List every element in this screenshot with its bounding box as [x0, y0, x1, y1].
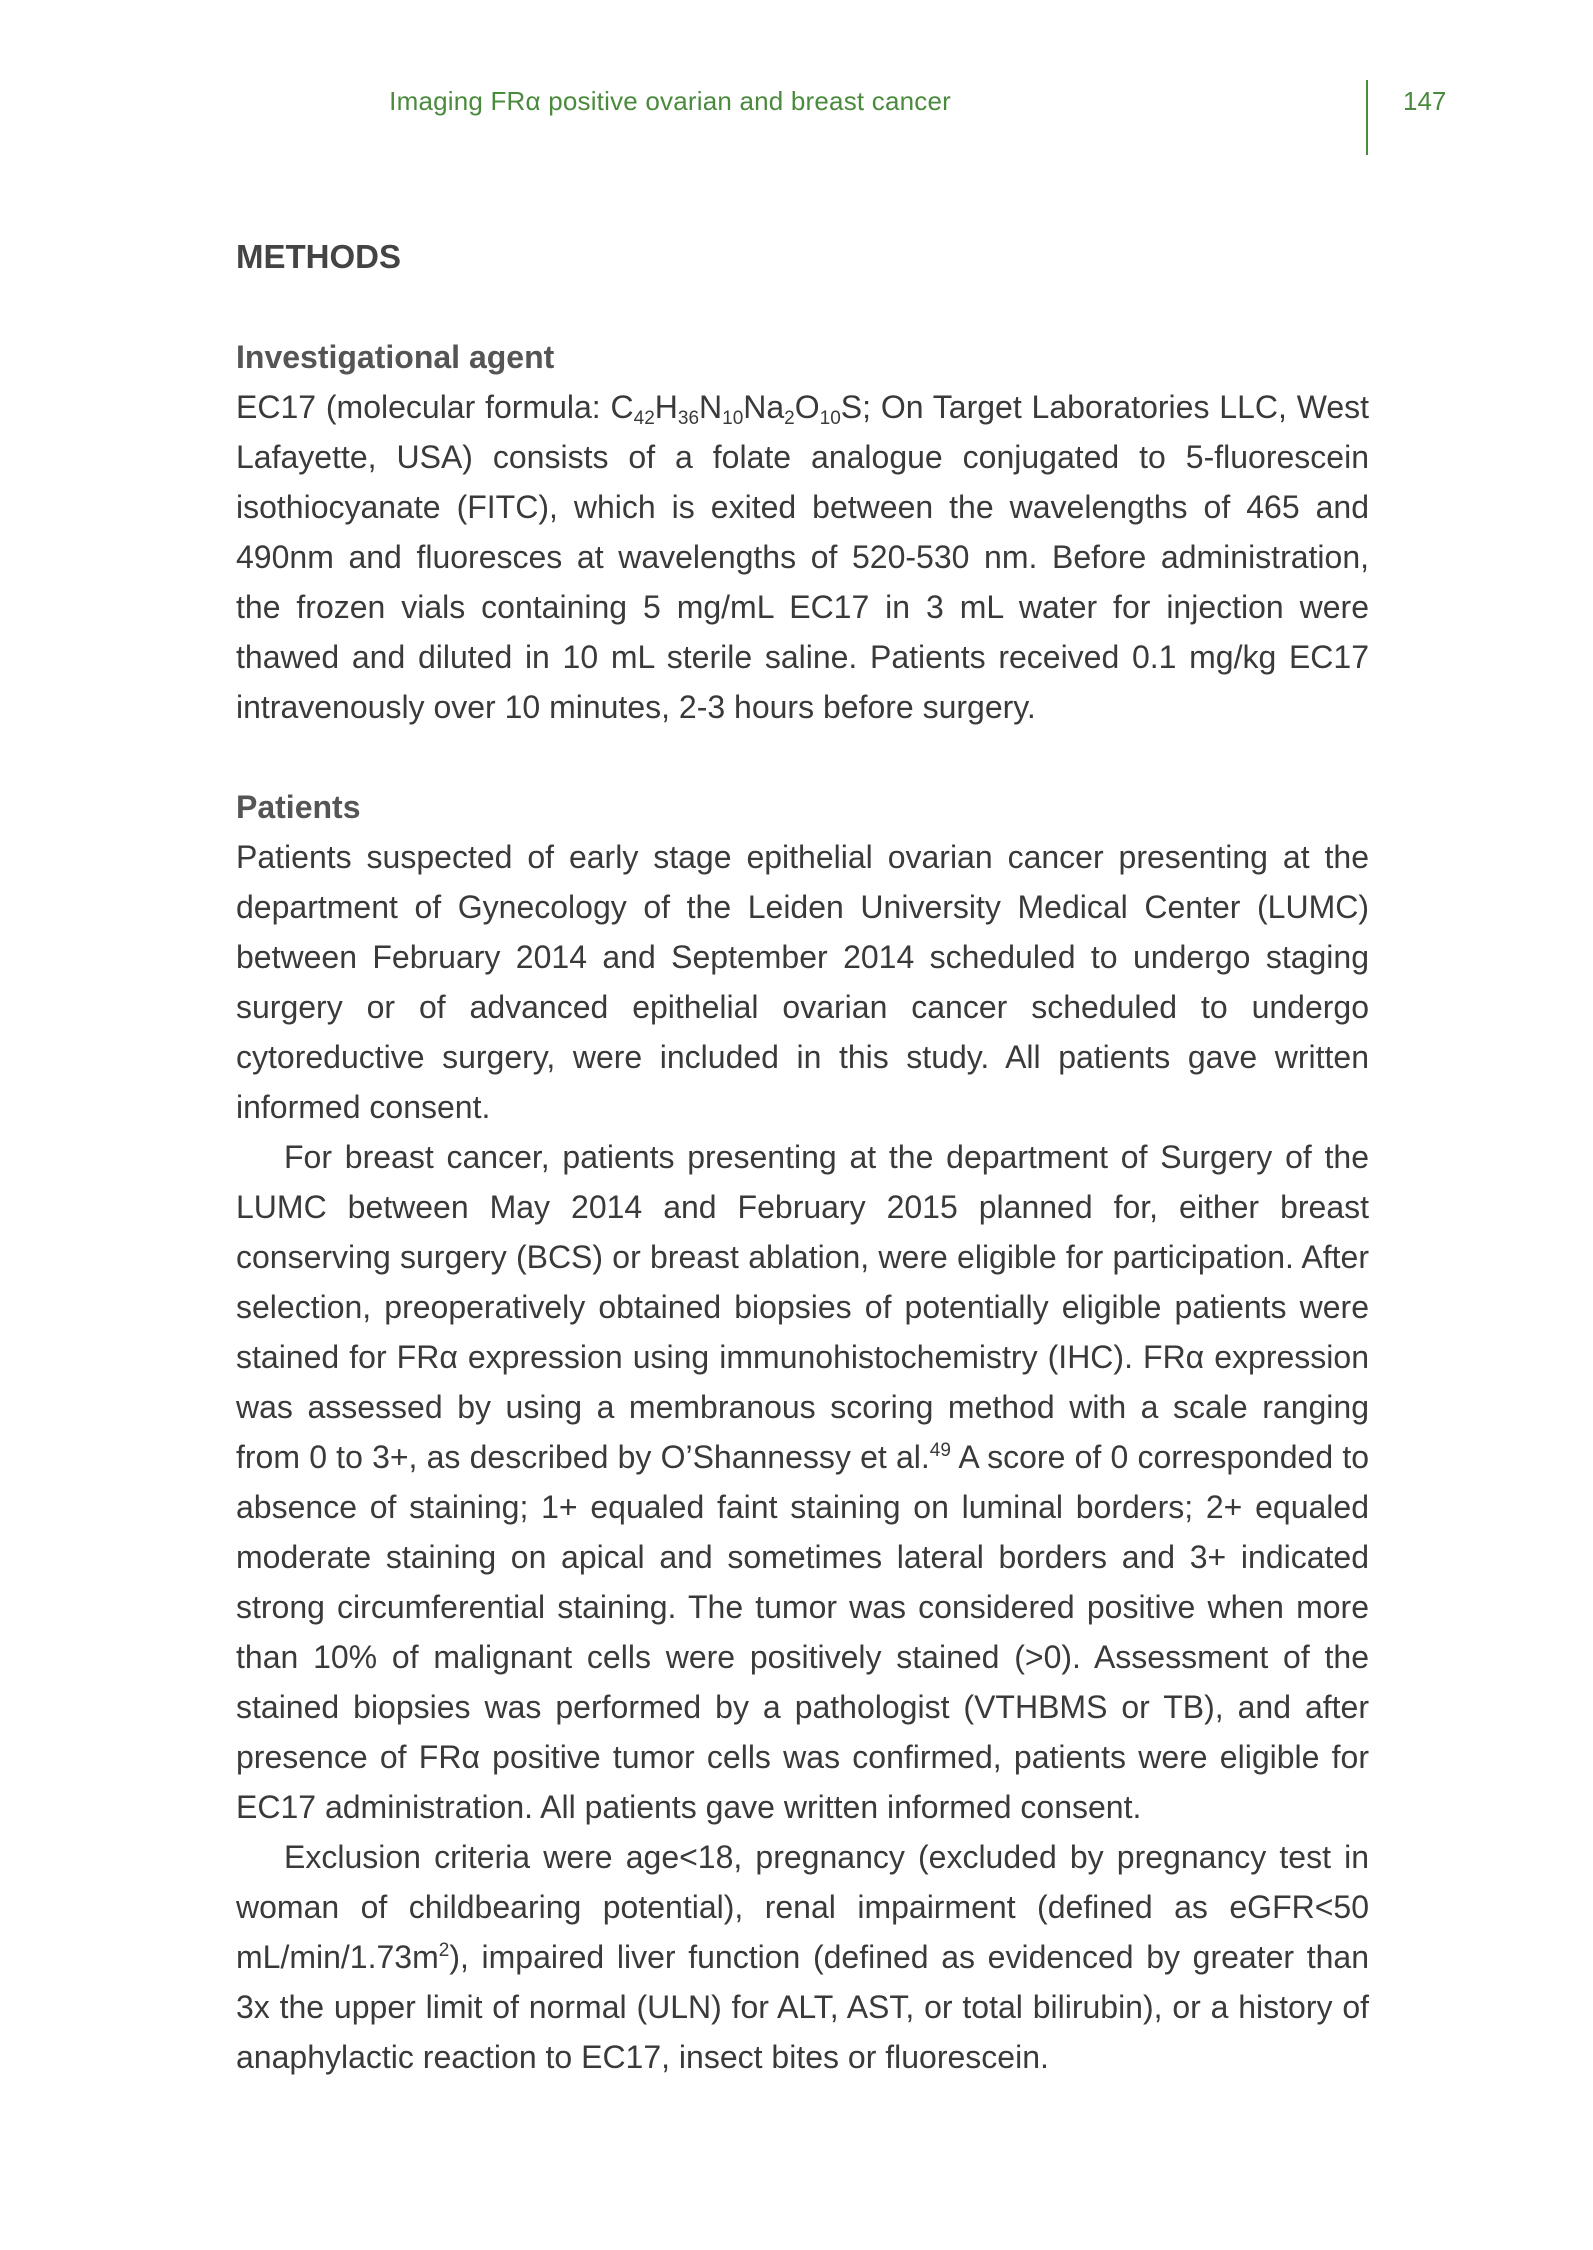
- paragraph-text: ), impaired liver function (defined as evidenced by greater than 3x the upper limit of normal (ULN) for ALT, AST, or total bilirubin), or a history of anaphylactic reaction to EC17, insect bites or fluorescein.: [236, 1939, 1369, 2075]
- formula-subscript: 42: [633, 408, 655, 429]
- header-divider: [1366, 80, 1368, 155]
- paragraph-patients-breast: [236, 1132, 1369, 1832]
- page-number: 147: [1403, 86, 1447, 116]
- formula-subscript: 36: [677, 408, 700, 429]
- formula-subscript: 10: [819, 408, 841, 429]
- formula-part: H: [654, 389, 678, 425]
- paragraph-investigational-agent: [236, 382, 1369, 732]
- formula-intro: EC17 (molecular formula: C: [236, 389, 634, 425]
- running-header-title: Imaging FRα positive ovarian and breast cancer: [389, 86, 951, 116]
- paragraph-text: A score of 0 corresponded to absence of staining; 1+ equaled faint staining on luminal borders; 2+ equaled moderate staining on apical and sometimes lateral borders and 3+ indicated strong circumferential staining. The tumor was considered positive when more than 10% of malignant cells were positively stained (>0). Assessment of the stained biopsies was performed by a pathologist (VTHBMS or TB), and after presence of FRα positive tumor cells was confirmed, patients were eligible for EC17 administration. All patients gave written informed consent.: [236, 1439, 1370, 1825]
- formula-subscript: 2: [784, 408, 795, 429]
- section-title: METHODS: [236, 238, 401, 275]
- main-content: [236, 232, 1369, 2082]
- formula-part: Na: [743, 389, 785, 425]
- paragraph-text: For breast cancer, patients presenting at the department of Surgery of the LUMC between May 2014 and February 2015 planned for, either breast conserving surgery (BCS) or breast ablation, were eligible for participation. After selection, preoperatively obtained biopsies of potentially eligible patients were stained for FRα expression using immunohistochemistry (IHC). FRα expression was assessed by using a membranous scoring method with a scale ranging from 0 to 3+, as described by O’Shannessy et al.: [236, 1139, 1369, 1475]
- unit-superscript: 2: [438, 1940, 450, 1961]
- formula-part: N: [699, 389, 723, 425]
- formula-part: O: [794, 389, 820, 425]
- subheading-patients: Patients: [236, 789, 361, 825]
- paragraph-exclusion-criteria: [236, 1832, 1369, 2082]
- subheading-investigational-agent: Investigational agent: [236, 339, 555, 375]
- formula-subscript: 10: [722, 408, 744, 429]
- paragraph-text: S; On Target Laboratories LLC, West Lafayette, USA) consists of a folate analogue conjugated to 5-fluorescein isothiocyanate (FITC), which is exited between the wavelengths of 465 and 490nm and fluoresces at wavelengths of 520-530 nm. Before administration, the frozen vials containing 5 mg/mL EC17 in 3 mL water for injection were thawed and diluted in 10 mL sterile saline. Patients received 0.1 mg/kg EC17 intravenously over 10 minutes, 2-3 hours before surgery.: [236, 389, 1370, 725]
- paragraph-gap: [236, 732, 1369, 782]
- paragraph-text: Exclusion criteria were age<18, pregnancy (excluded by pregnancy test in woman of childbearing potential), renal impairment (defined as eGFR<50 mL/min/1.73m: [236, 1839, 1369, 1975]
- reference-superscript: 49: [929, 1440, 951, 1461]
- paragraph-patients-ovarian: Patients suspected of early stage epithelial ovarian cancer presenting at the department of Gynecology of the Leiden University Medical Center (LUMC) between February 2014 and September 2014 scheduled to undergo staging surgery or of advanced epithelial ovarian cancer scheduled to undergo cytoreductive surgery, were included in this study. All patients gave written informed consent.: [236, 839, 1369, 1125]
